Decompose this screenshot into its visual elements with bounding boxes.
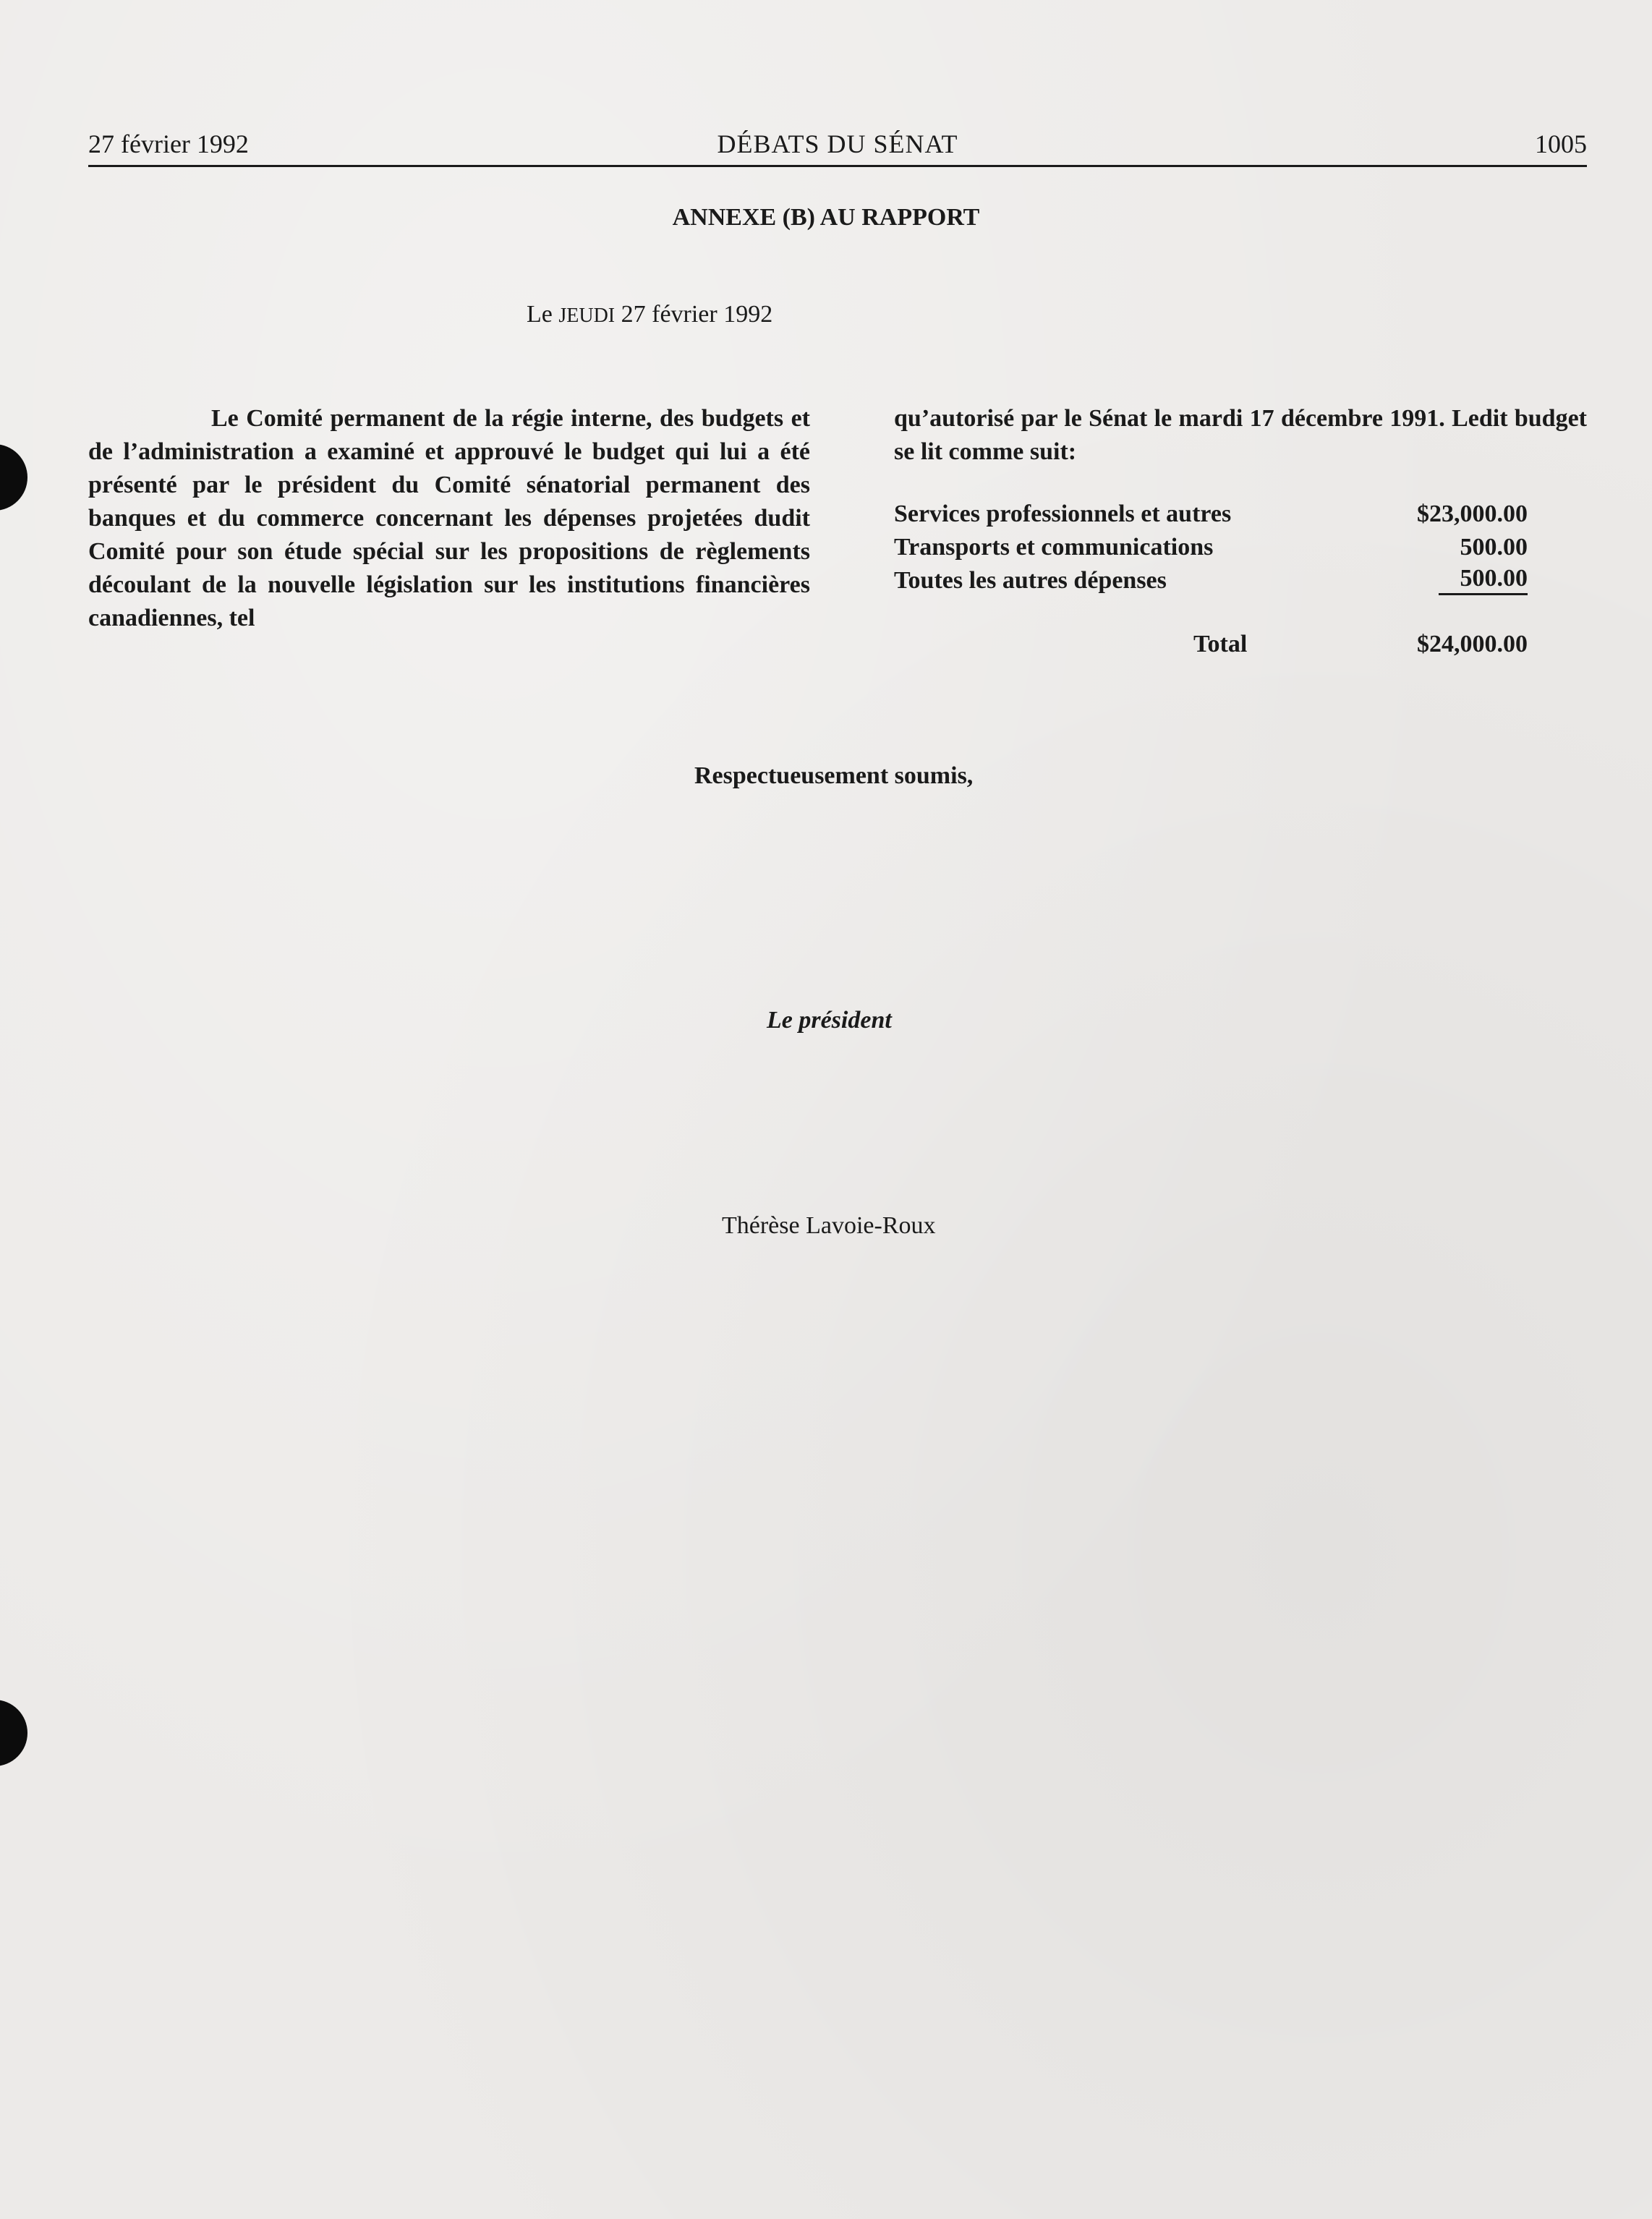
budget-table xyxy=(894,498,1528,597)
budget-item-amount: $23,000.00 xyxy=(1417,501,1528,527)
budget-total-row xyxy=(894,628,1528,661)
signature-name: Thérèse Lavoie-Roux xyxy=(722,1212,936,1239)
date-rest: 27 février 1992 xyxy=(621,301,773,328)
annex-date xyxy=(527,301,772,328)
signature-title: Le président xyxy=(767,1007,892,1034)
budget-row xyxy=(894,531,1528,564)
budget-item-label: Transports et communications xyxy=(894,534,1214,561)
budget-total-amount: $24,000.00 xyxy=(1417,631,1528,657)
budget-total-label: Total xyxy=(1193,631,1248,657)
annex-title: ANNEXE (B) AU RAPPORT xyxy=(672,204,980,231)
budget-item-amount: 500.00 xyxy=(1439,564,1528,595)
budget-row xyxy=(894,564,1528,597)
date-weekday: JEUDI xyxy=(558,304,616,327)
budget-row xyxy=(894,498,1528,531)
header-title: DÉBATS DU SÉNAT xyxy=(717,129,958,158)
budget-item-amount: 500.00 xyxy=(1460,534,1528,561)
body-right-intro: qu’autorisé par le Sénat le mardi 17 décembre 1991. Ledit budget se lit comme suit: xyxy=(894,405,1587,465)
date-prefix: Le xyxy=(527,301,553,328)
header-date: 27 février 1992 xyxy=(88,129,249,158)
header-rule xyxy=(88,165,1587,167)
budget-item-label: Toutes les autres dépenses xyxy=(894,567,1167,594)
budget-item-label: Services professionnels et autres xyxy=(894,501,1232,527)
page-header xyxy=(88,129,1587,165)
body-left-paragraph: Le Comité permanent de la régie interne, des budgets et de l’administration a examiné et approuvé le budget qui lui a été présenté par le président du Comité sénatorial permanent des banques et du commerce concernant les dépenses projetées dudit Comité pour son étude spécial sur les propositions de règlements découlant de la nouvelle législation sur les institutions financières canadiennes, tel xyxy=(88,405,810,631)
closing-text: Respectueusement soumis, xyxy=(694,762,974,789)
page-number: 1005 xyxy=(1535,129,1587,158)
